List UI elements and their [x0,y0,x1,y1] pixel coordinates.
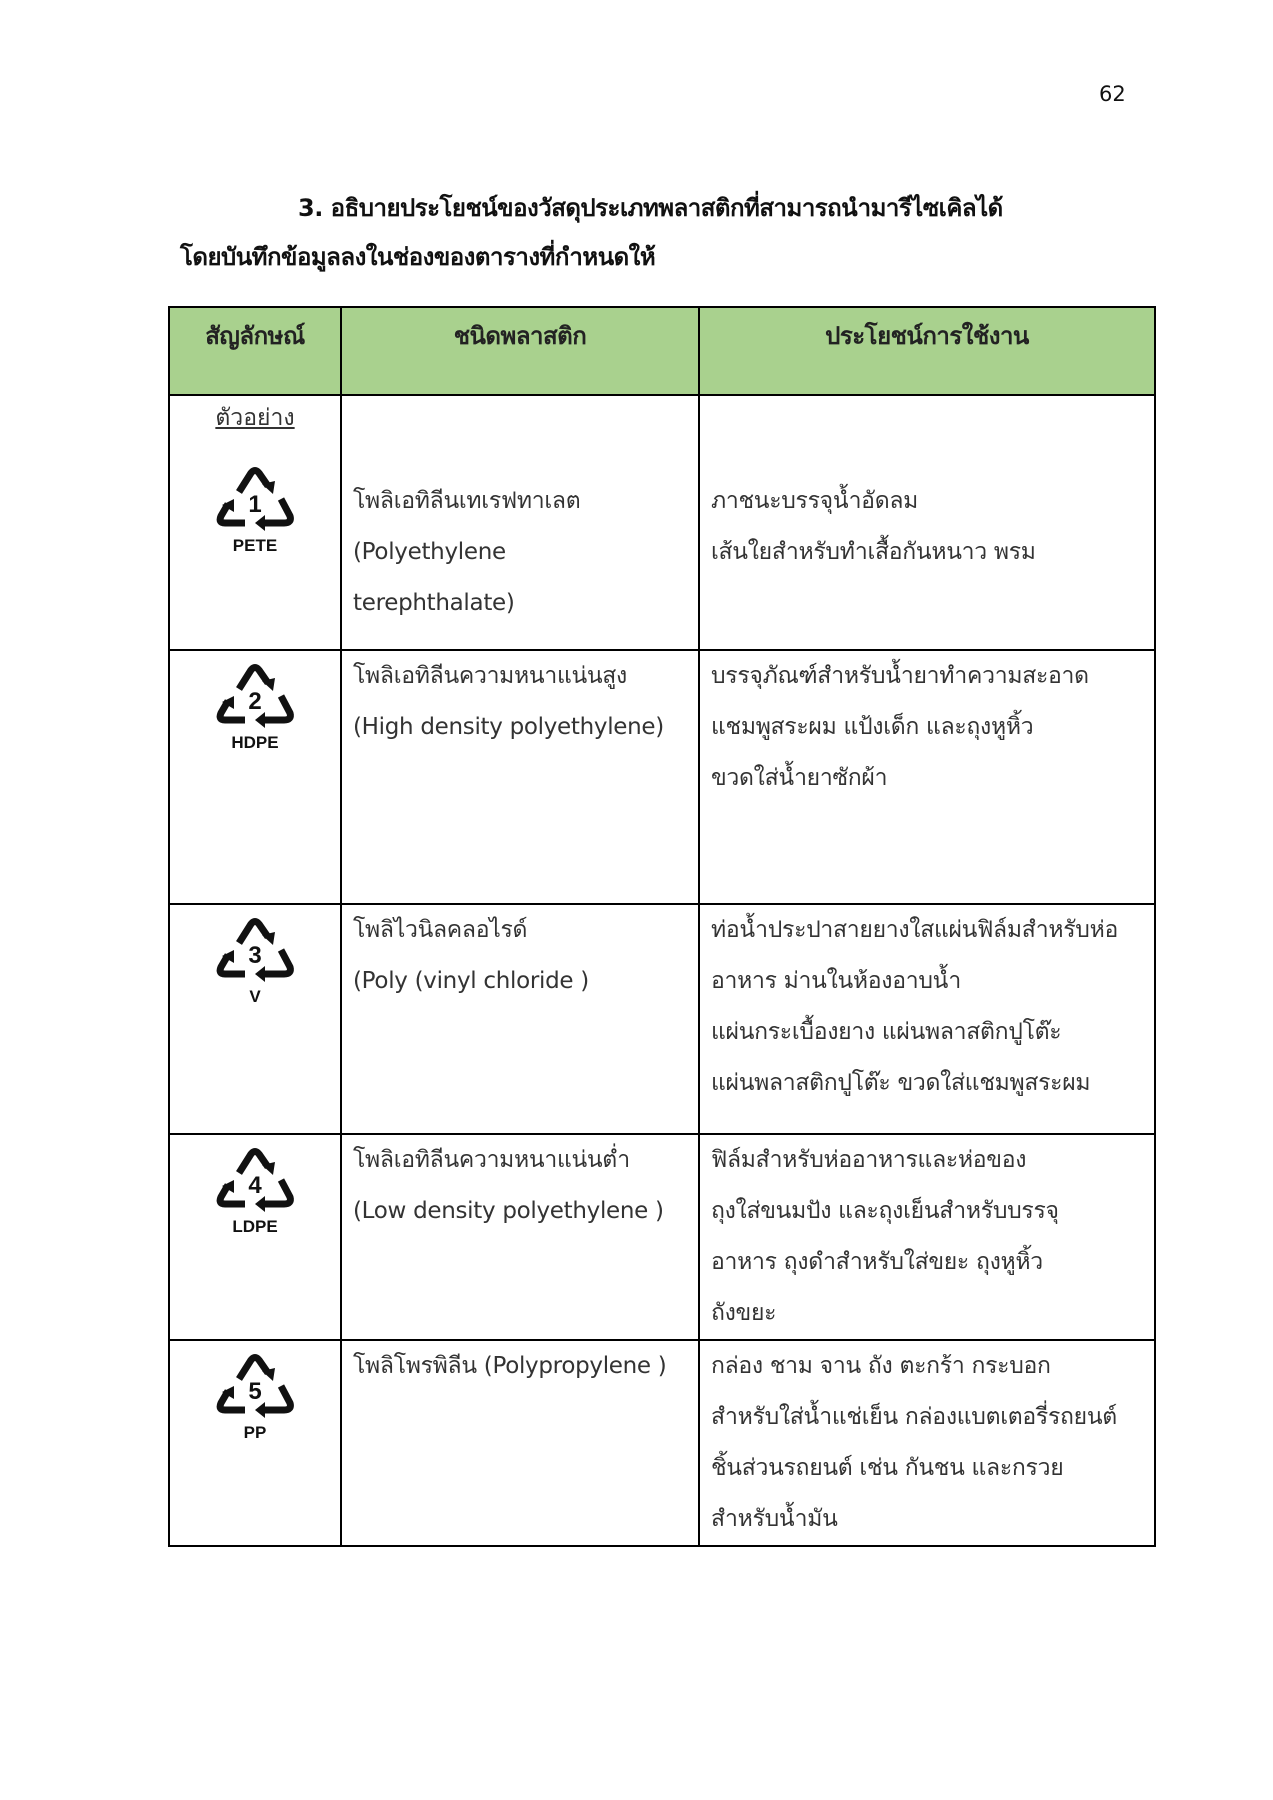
recycle-triangle-icon [213,1351,297,1423]
plastic-type-cell [341,650,699,904]
table-row [169,1340,1155,1546]
plastic-type-line: (Poly (vinyl chloride ) [353,968,589,994]
header-plastic-type: ชนิดพลาสติก [341,307,699,395]
uses-line: อาหาร ถุงดำสำหรับใส่ขยะ ถุงหูหิ้ว [711,1249,1043,1275]
resin-code-number: 4 [248,1172,262,1199]
header-uses: ประโยชน์การใช้งาน [699,307,1155,395]
plastic-type-line: terephthalate) [353,590,515,616]
table-row [169,904,1155,1134]
uses-line: กล่อง ชาม จาน ถัง ตะกร้า กระบอก [711,1353,1051,1379]
resin-code-label: LDPE [232,1217,278,1236]
uses-cell [699,1340,1155,1546]
uses-line: บรรจุภัณฑ์สำหรับน้ำยาทำความสะอาด [711,663,1089,689]
resin-code-number: 1 [248,491,262,518]
table-row [169,1134,1155,1340]
uses-line: แชมพูสระผม แป้งเด็ก และถุงหูหิ้ว [711,714,1034,740]
uses-line: ถุงใส่ขนมปัง และถุงเย็นสำหรับบรรจุ [711,1198,1059,1224]
plastic-type-line: โพลิเอทิลีนเทเรฟทาเลต [353,488,581,514]
uses-line: ฟิล์มสำหรับห่ออาหารและห่อของ [711,1147,1027,1173]
uses-line: สำหรับใส่น้ำแช่เย็น กล่องแบตเตอรี่รถยนต์ [711,1404,1117,1430]
header-symbol: สัญลักษณ์ [169,307,341,395]
plastic-type-line: (Low density polyethylene ) [353,1198,664,1224]
resin-code-number: 3 [248,942,262,969]
resin-code-number: 2 [248,688,262,715]
question-heading-line-1: 3. อธิบายประโยชน์ของวัสดุประเภทพลาสติกที่สามารถนำมารีไซเคิลได้ [298,194,1003,222]
uses-line: สำหรับน้ำมัน [711,1506,838,1532]
recycle-triangle-icon [213,1145,297,1217]
plastics-table [168,306,1156,1547]
uses-line: ขวดใส่น้ำยาซักผ้า [711,765,888,791]
uses-cell [699,904,1155,1134]
plastic-type-line: (Polyethylene [353,539,506,565]
plastic-type-line: โพลิเอทิลีนความหนาแน่นต่ำ [353,1147,630,1173]
uses-cell [699,650,1155,904]
uses-line: ท่อน้ำประปาสายยางใสแผ่นฟิล์มสำหรับห่อ [711,917,1118,943]
uses-line: ถังขยะ [711,1300,777,1326]
uses-line: อาหาร ม่านในห้องอาบน้ำ [711,968,961,994]
symbol-cell [169,904,341,1134]
resin-code-label: V [249,987,261,1006]
recycle-triangle-icon [213,915,297,987]
uses-line: แผ่นพลาสติกปูโต๊ะ ขวดใส่แชมพูสระผม [711,1070,1091,1096]
table-row [169,650,1155,904]
plastic-type-line: โพลิเอทิลีนความหนาแน่นสูง [353,663,627,689]
resin-code-number: 5 [248,1378,262,1405]
symbol-cell [169,650,341,904]
example-label: ตัวอย่าง [215,405,295,431]
plastic-type-line: โพลิไวนิลคลอไรด์ [353,917,528,943]
plastic-type-cell [341,1134,699,1340]
uses-cell [699,395,1155,650]
resin-code-label: PP [243,1423,267,1442]
plastic-type-line: โพลิโพรพิลีน (Polypropylene ) [353,1353,667,1379]
resin-code-label: PETE [232,536,278,555]
recycle-triangle-icon [213,661,297,733]
uses-line: ชิ้นส่วนรถยนต์ เช่น กันชน และกรวย [711,1455,1064,1481]
resin-code-label: HDPE [231,733,279,752]
uses-cell [699,1134,1155,1340]
plastic-type-line: (High density polyethylene) [353,714,664,740]
table-row [169,395,1155,650]
uses-line: ภาชนะบรรจุน้ำอัดลม [711,488,918,514]
page-number: 62 [1099,82,1126,106]
question-heading-line-2: โดยบันทึกข้อมูลลงในช่องของตารางที่กำหนดให้ [180,243,656,271]
plastic-type-cell [341,395,699,650]
recycle-triangle-icon [213,464,297,536]
plastic-type-cell [341,1340,699,1546]
uses-line: แผ่นกระเบื้องยาง แผ่นพลาสติกปูโต๊ะ [711,1019,1062,1045]
symbol-cell [169,1340,341,1546]
uses-line: เส้นใยสำหรับทำเสื้อกันหนาว พรม [711,539,1036,565]
plastic-type-cell [341,904,699,1134]
symbol-cell [169,1134,341,1340]
table-header-row [169,307,1155,395]
symbol-cell [169,395,341,650]
